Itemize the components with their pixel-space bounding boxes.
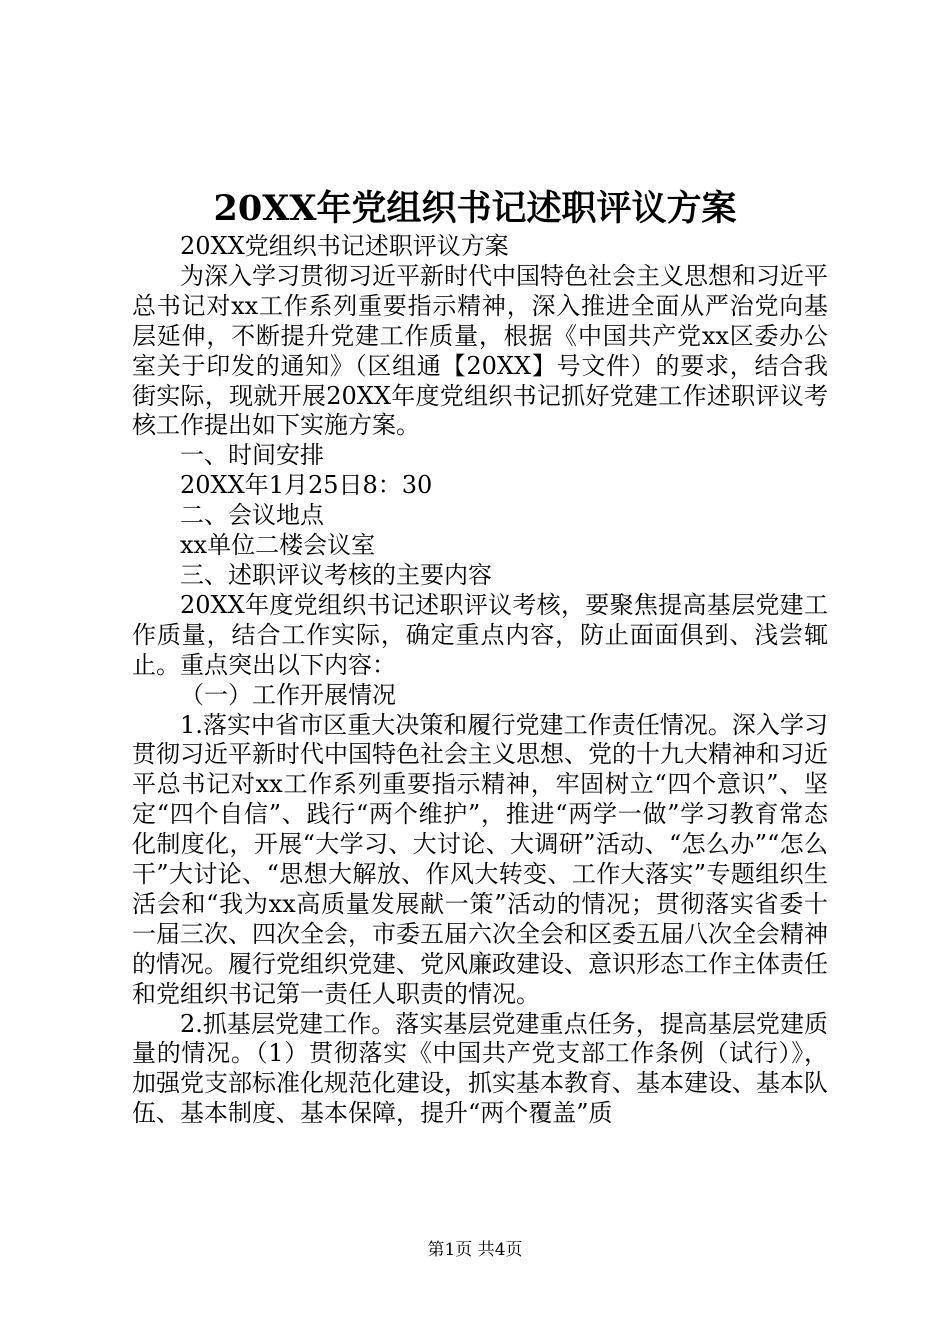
document-body [132,232,828,1129]
document-title: 20XX年党组织书记述职评议方案 [213,188,737,229]
section-heading-content: 三、述职评议考核的主要内容 [180,560,492,589]
paragraph-content: 20XX年度党组织书记述职评议考核，要聚焦提高基层党建工作质量，结合工作实际，确定重点内容，防止面面俱到、浅尝辄止。重点突出以下内容： [132,590,828,679]
page-number-footer: 第1页 共4页 [427,1240,523,1260]
section-heading-location: 二、会议地点 [180,501,324,530]
paragraph-location: xx单位二楼会议室 [180,531,376,560]
section-heading-time: 一、时间安排 [180,441,324,470]
paragraph-subtitle: 20XX党组织书记述职评议方案 [180,232,509,260]
subsection-heading-work: （一）工作开展情况 [180,680,396,709]
paragraph-item-1: 1.落实中省市区重大决策和履行党建工作责任情况。深入学习贯彻习近平新时代中国特色社会主义思想、党的十九大精神和习近平总书记对xx工作系列重要指示精神，牢固树立“四个意识”、坚定“四个自信”、践行“两个维护”，推进“两学一做”学习教育常态化制度化，开展“大学习、大讨论、大调研”活动、“怎么办”“怎么干”大讨论、“思想大解放、作风大转变、工作大落实”专题组织生活会和“我为xx高质量发展献一策”活动的情况；贯彻落实省委十一届三次、四次全会，市委五届六次全会和区委五届八次全会精神的情况。履行党组织党建、党风廉政建设、意识形态工作主体责任和党组织书记第一责任人职责的情况。 [132,710,828,1008]
paragraph-item-2: 2.抓基层党建工作。落实基层党建重点任务，提高基层党建质量的情况。（1）贯彻落实《中国共产党支部工作条例（试行）》，加强党支部标准化规范化建设，抓实基本教育、基本建设、基本队伍、基本制度、基本保障，提升“两个覆盖”质 [132,1009,828,1128]
paragraph-time: 20XX年1月25日8：30 [180,471,433,500]
paragraph-intro: 为深入学习贯彻习近平新时代中国特色社会主义思想和习近平总书记对xx工作系列重要指示精神，深入推进全面从严治党向基层延伸，不断提升党建工作质量，根据《中国共产党xx区委办公室关于印发的通知》（区组通【20XX】号文件）的要求，结合我街实际，现就开展20XX年度党组织书记抓好党建工作述职评议考核工作提出如下实施方案。 [132,261,828,440]
